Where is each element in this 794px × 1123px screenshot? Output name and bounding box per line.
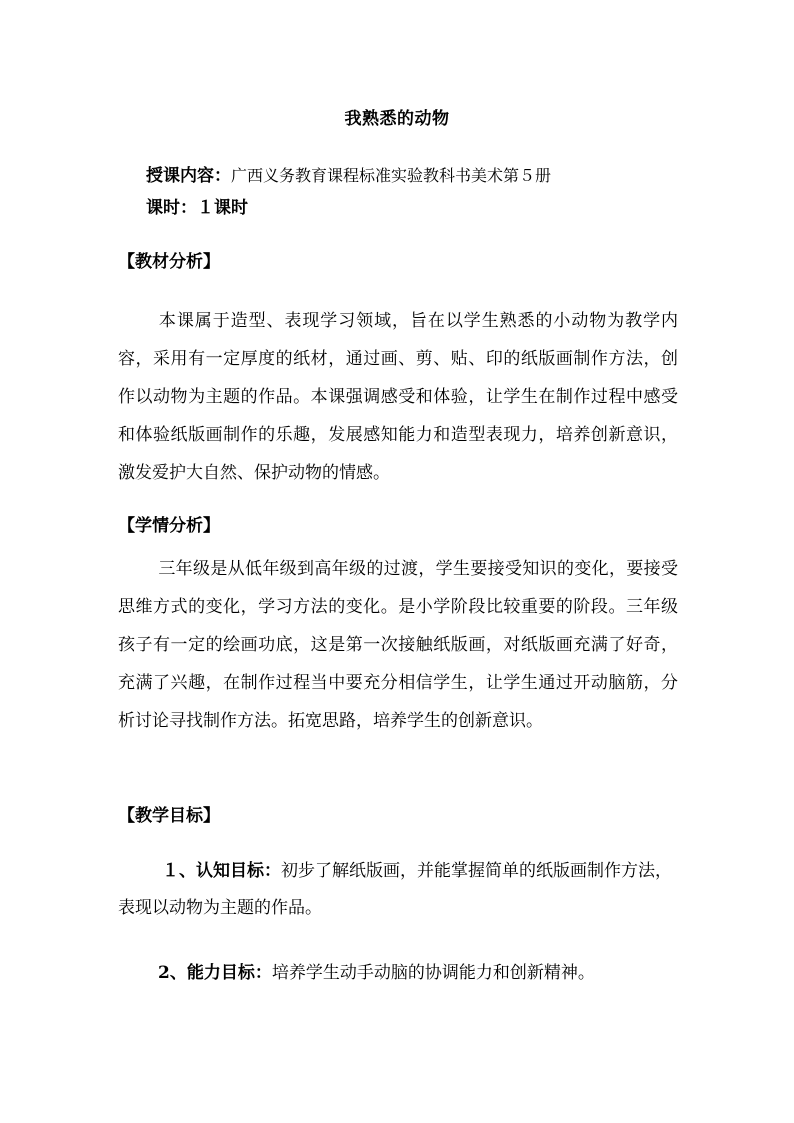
student-analysis-paragraph [118,550,678,740]
goal-text: 初步了解纸版画，并能掌握简单的纸版画制作方法，表现以动物为主题的作品。 [118,861,672,918]
teaching-goals-heading: 【教学目标】 [118,806,220,826]
lesson-hours-line [146,196,248,220]
lesson-content-label: 授课内容： [146,166,231,186]
lesson-hours-label: 课时： [146,198,197,218]
goal-text: 培养学生动手动脑的协调能力和创新精神。 [271,963,595,983]
textbook-analysis-heading: 【教材分析】 [118,252,220,272]
goal-item [118,853,680,927]
goal-number: １、 [162,861,196,881]
lesson-content-value: 广西义务教育课程标准实验教科书美术第５册 [231,166,552,185]
student-analysis-text: 三年级是从低年级到高年级的过渡，学生要接受知识的变化，要接受思维方式的变化，学习方法的变化。是小学阶段比较重要的阶段。三年级孩子有一定的绘画功底，这是第一次接触纸版画，对纸版画充满了好奇，充满了兴趣，在制作过程当中要充分相信学生，让学生通过开动脑筋，分析讨论寻找制作方法。拓宽思路，培养学生的创新意识。 [118,559,678,731]
goal-label: 认知目标： [196,861,281,881]
goal-item [118,955,680,992]
student-analysis-heading: 【学情分析】 [118,516,220,536]
textbook-analysis-text: 本课属于造型、表现学习领域，旨在以学生熟悉的小动物为教学内容，采用有一定厚度的纸材，通过画、剪、贴、印的纸版画制作方法，创作以动物为主题的作品。本课强调感受和体验，让学生在制作过程中感受和体验纸版画制作的乐趣，发展感知能力和造型表现力，培养创新意识，激发爱护大自然、保护动物的情感。 [118,311,678,483]
textbook-analysis-paragraph [118,302,678,492]
document-title: 我熟悉的动物 [344,109,450,129]
lesson-content-line [146,164,551,188]
goal-label: 能力目标： [186,963,272,983]
goal-number: 2、 [158,963,187,983]
lesson-hours-value: １课时 [197,198,248,218]
